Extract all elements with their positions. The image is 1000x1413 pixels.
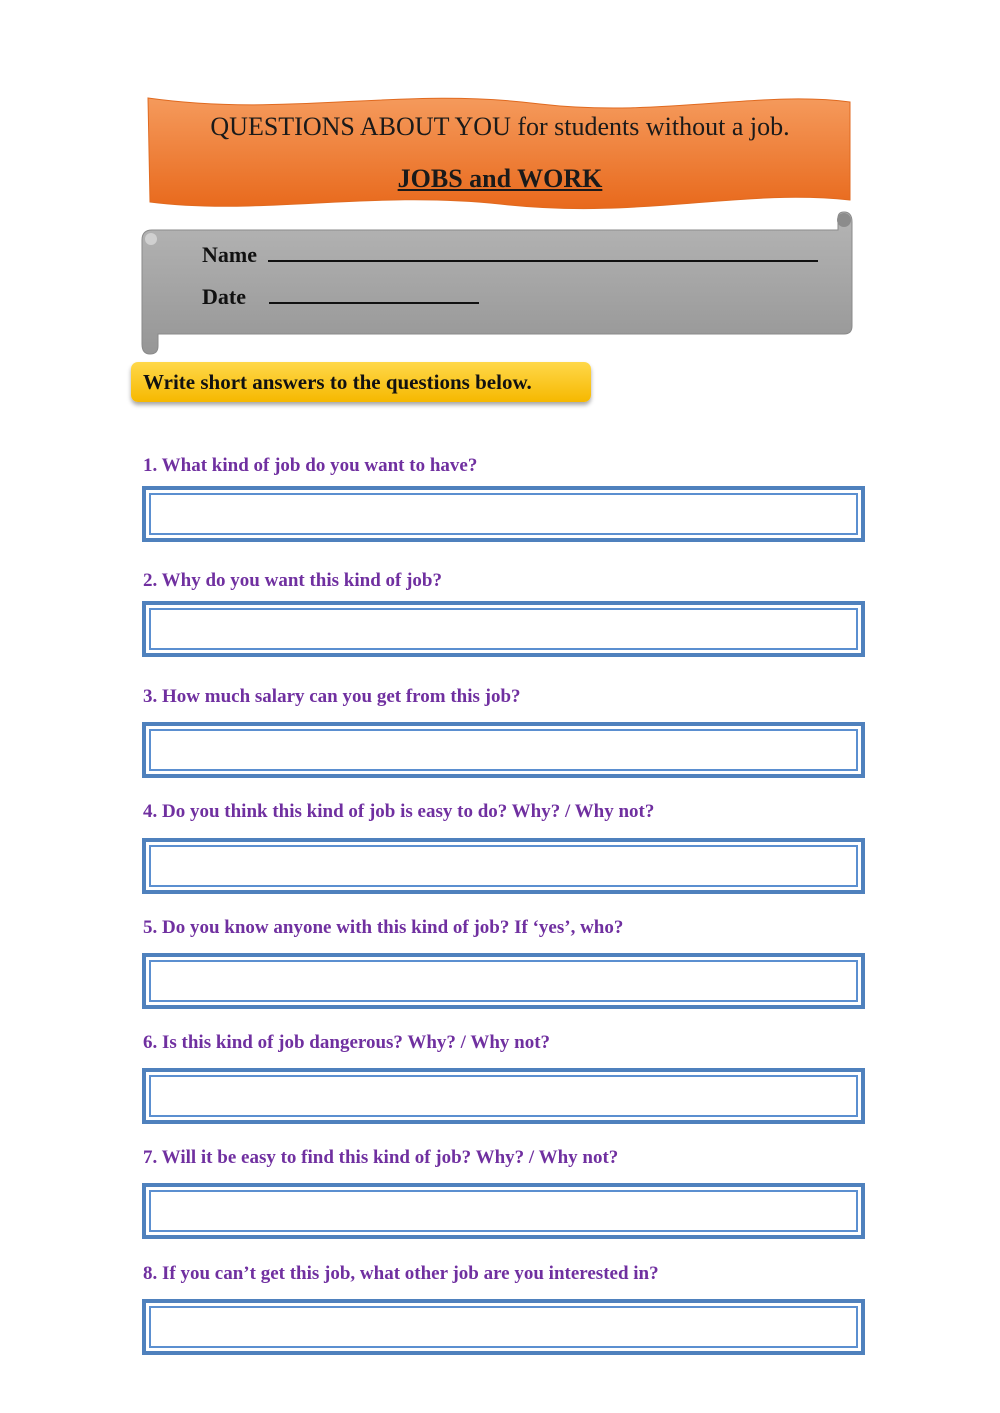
answer-box-7 [142,1183,865,1239]
question-2: 2. Why do you want this kind of job? [143,570,442,591]
answer-input-6[interactable] [154,1080,857,1114]
answer-input-7[interactable] [154,1195,857,1229]
date-row [202,284,479,310]
answer-input-8[interactable] [154,1311,857,1345]
date-line[interactable] [269,284,479,304]
question-5: 5. Do you know anyone with this kind of job? If ‘yes’, who? [143,917,624,938]
answer-box-8 [142,1299,865,1355]
answer-input-1[interactable] [154,498,857,532]
answer-input-2[interactable] [154,613,857,647]
worksheet-title: QUESTIONS ABOUT YOU for students without a job. [210,112,790,141]
name-date-scroll [138,208,858,358]
answer-box-4 [142,838,865,894]
question-3: 3. How much salary can you get from this job? [143,686,521,707]
answer-input-4[interactable] [154,850,857,884]
answer-input-5[interactable] [154,965,857,999]
instruction-banner: Write short answers to the questions below. [131,362,591,402]
answer-box-2 [142,601,865,657]
name-row [202,242,818,268]
question-7: 7. Will it be easy to find this kind of job? Why? / Why not? [143,1147,619,1168]
answer-box-6 [142,1068,865,1124]
answer-input-3[interactable] [154,734,857,768]
worksheet-subtitle: JOBS and WORK [397,164,603,193]
banner-shape [140,92,860,218]
question-8: 8. If you can’t get this job, what other job are you interested in? [143,1263,659,1284]
title-banner [140,92,860,218]
answer-box-1 [142,486,865,542]
date-label: Date [202,284,246,309]
question-4: 4. Do you think this kind of job is easy to do? Why? / Why not? [143,801,655,822]
question-1: 1. What kind of job do you want to have? [143,455,478,476]
question-6: 6. Is this kind of job dangerous? Why? / Why not? [143,1032,551,1053]
answer-box-3 [142,722,865,778]
scroll-shape [138,208,858,358]
name-label: Name [202,242,257,267]
name-line[interactable] [268,242,818,262]
answer-box-5 [142,953,865,1009]
